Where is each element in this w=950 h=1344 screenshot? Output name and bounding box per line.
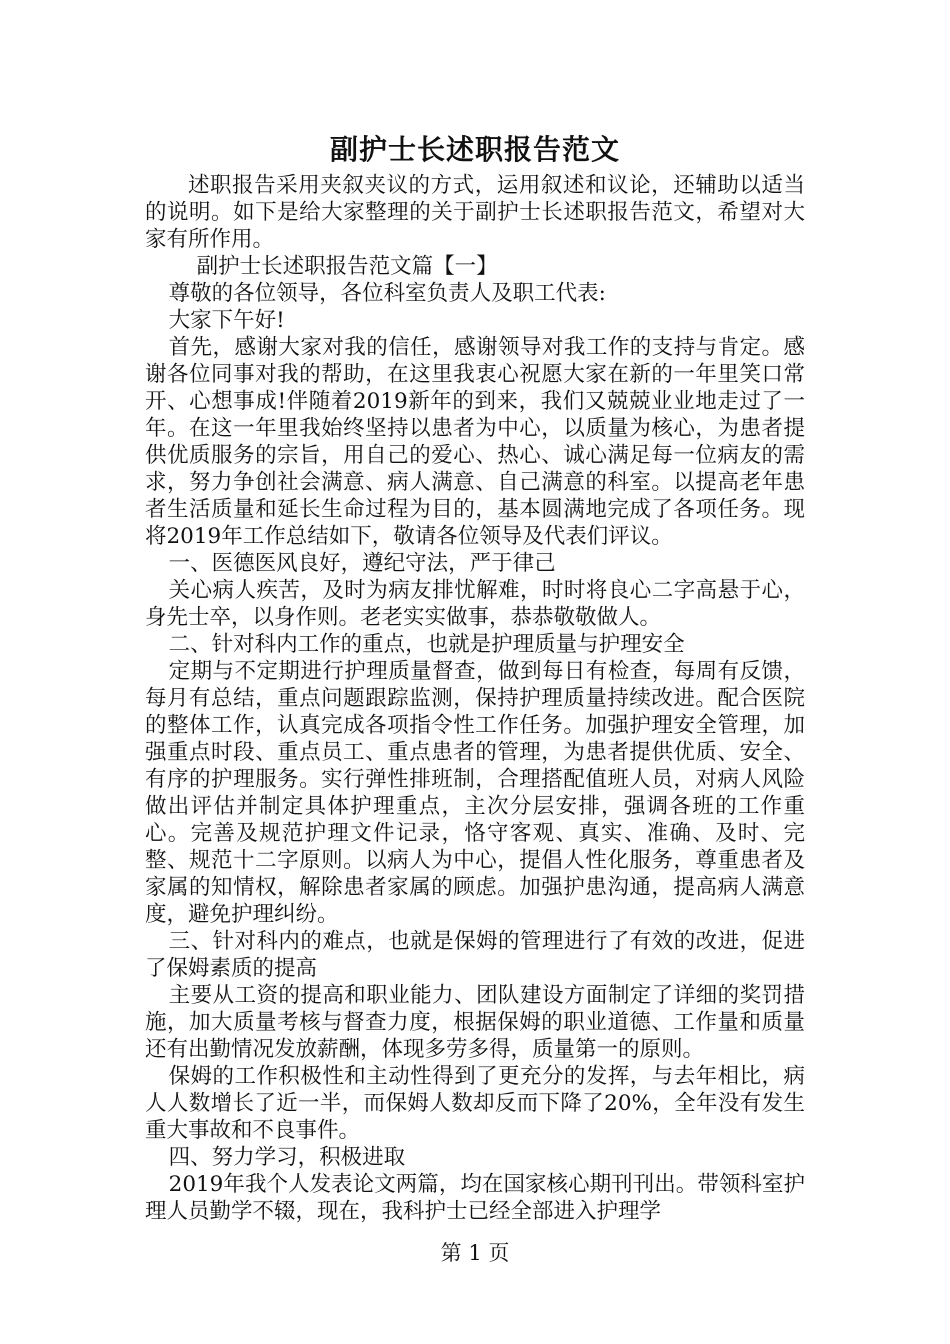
document-body	[145, 172, 805, 1225]
heading-1: 一、医德医风良好，遵纪守法，严于律己	[168, 551, 556, 576]
heading-4: 四、努力学习，积极进取	[168, 1145, 406, 1170]
heading-3: 三、针对科内的难点，也就是保姆的管理进行了有效的改进，促进了保姆素质的提高	[145, 929, 805, 981]
paragraph-6: 2019年我个人发表论文两篇，均在国家核心期刊刊出。带领科室护理人员勤学不辍，现在，我科护士已经全部进入护理学	[145, 1172, 805, 1224]
paragraph-2: 关心病人疾苦，及时为病友排忧解难，时时将良心二字高悬于心，身先士卒，以身作则。老老实实做事，恭恭敬敬做人。	[145, 578, 805, 630]
page-number: 第 1 页	[440, 1241, 510, 1265]
heading-2: 二、针对科内工作的重点，也就是护理质量与护理安全	[168, 632, 685, 657]
paragraph-1: 首先，感谢大家对我的信任，感谢领导对我工作的支持与肯定。感谢各位同事对我的帮助，在这里我衷心祝愿大家在新的一年里笑口常开、心想事成!伴随着2019新年的到来，我们又兢兢业业地走过了一年。在这一年里我始终坚持以患者为中心，以质量为核心，为患者提供优质服务的宗旨，用自己的爱心、热心、诚心满足每一位病友的需求，努力争创社会满意、病人满意、自己满意的科室。以提高老年患者生活质量和延长生命过程为目的，基本圆满地完成了各项任务。现将2019年工作总结如下，敬请各位领导及代表们评议。	[145, 335, 805, 549]
document-title: 副护士长述职报告范文	[329, 133, 620, 166]
greeting: 大家下午好!	[168, 308, 285, 333]
paragraph-5: 保姆的工作积极性和主动性得到了更充分的发挥，与去年相比，病人人数增长了近一半，而保姆人数却反而下降了20%，全年没有发生重大事故和不良事件。	[145, 1064, 805, 1143]
intro-paragraph: 述职报告采用夹叙夹议的方式，运用叙述和议论，还辅助以适当的说明。如下是给大家整理的关于副护士长述职报告范文，希望对大家有所作用。	[145, 173, 805, 252]
salutation: 尊敬的各位领导，各位科室负责人及职工代表:	[168, 281, 606, 306]
paragraph-3: 定期与不定期进行护理质量督查，做到每日有检查，每周有反馈，每月有总结，重点问题跟踪监测，保持护理质量持续改进。配合医院的整体工作，认真完成各项指令性工作任务。加强护理安全管理，加强重点时段、重点员工、重点患者的管理，为患者提供优质、安全、有序的护理服务。实行弹性排班制，合理搭配值班人员，对病人风险做出评估并制定具体护理重点，主次分层安排，强调各班的工作重心。完善及规范护理文件记录，恪守客观、真实、准确、及时、完整、规范十二字原则。以病人为中心，提倡人性化服务，尊重患者及家属的知情权，解除患者家属的顾虑。加强护患沟通，提高病人满意度，避免护理纠纷。	[145, 659, 805, 927]
paragraph-4: 主要从工资的提高和职业能力、团队建设方面制定了详细的奖罚措施，加大质量考核与督查力度，根据保姆的职业道德、工作量和质量还有出勤情况发放薪酬，体现多劳多得，质量第一的原则。	[145, 983, 805, 1062]
section-heading: 副护士长述职报告范文篇【一】	[196, 254, 498, 279]
